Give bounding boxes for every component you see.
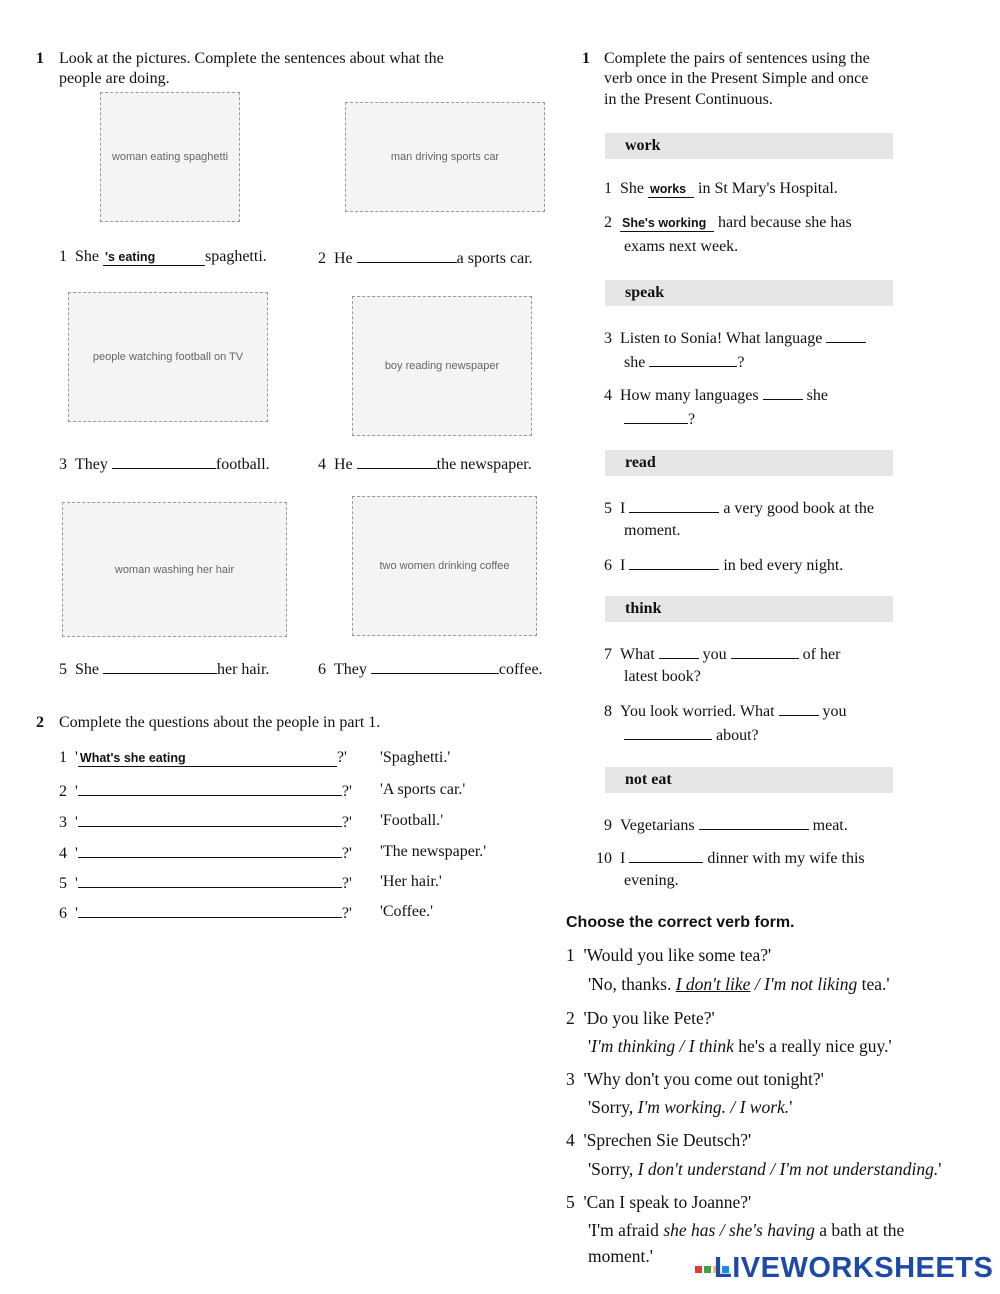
option[interactable]: I'm thinking	[591, 1036, 676, 1056]
picture-hair: woman washing her hair	[62, 502, 287, 637]
answer-field[interactable]	[629, 497, 719, 513]
answer-field[interactable]	[763, 384, 803, 400]
option[interactable]: I work.	[739, 1097, 790, 1117]
picture-car: man driving sports car	[345, 102, 545, 212]
sentence-5: 5 She her hair.	[59, 658, 269, 680]
verb-band-speak: speak	[605, 280, 893, 306]
pair-sentence-6: 6 I in bed every night.	[604, 554, 843, 576]
verb-band-not-eat: not eat	[605, 767, 893, 793]
answer-field[interactable]	[112, 453, 216, 469]
choice-answer-5: 'I'm afraid she has / she's having a bath at the	[588, 1220, 905, 1240]
answer-field[interactable]: What's she eating	[78, 751, 337, 767]
pair-sentence-3: 3 Listen to Sonia! What language	[604, 327, 866, 349]
liveworksheets-logo	[694, 1252, 993, 1285]
picture-tv: people watching football on TV	[68, 292, 268, 422]
verb-band-work: work	[605, 133, 893, 159]
sentence-4: 4 He the newspaper.	[318, 453, 532, 475]
reply: 'Spaghetti.'	[380, 749, 451, 766]
answer-field[interactable]	[731, 643, 799, 659]
answer-field[interactable]	[779, 700, 819, 716]
picture-newspaper: boy reading newspaper	[352, 296, 532, 436]
sentence-1: 1 She 's eating spaghetti.	[59, 248, 267, 265]
choice-question-2: 2 'Do you like Pete?'	[566, 1008, 715, 1028]
sentence-3: 3 They football.	[59, 453, 270, 475]
sentence-2: 2 He a sports car.	[318, 247, 533, 269]
option[interactable]: I don't like	[675, 974, 751, 994]
pair-sentence-10: 10 I dinner with my wife this	[596, 847, 865, 869]
question-row-5: 5 ' ?'	[59, 872, 352, 894]
answer-field[interactable]	[624, 724, 712, 740]
option[interactable]: I'm not liking	[764, 974, 858, 994]
answer-field[interactable]	[103, 658, 217, 674]
choice-question-3: 3 'Why don't you come out tonight?'	[566, 1069, 824, 1089]
pair-sentence-9: 9 Vegetarians meat.	[604, 814, 848, 836]
exercise-number: 2	[36, 714, 44, 731]
answer-field[interactable]: works	[648, 182, 694, 198]
exercise-number: 1	[582, 50, 590, 67]
choice-answer-3: 'Sorry, I'm working. / I work.'	[588, 1097, 793, 1117]
question-row-1: 1 ' What's she eating ?'	[59, 749, 347, 766]
answer-field[interactable]	[78, 872, 342, 888]
option[interactable]: I'm not understanding.	[779, 1159, 939, 1179]
verb-band-think: think	[605, 596, 893, 622]
answer-field[interactable]	[78, 780, 342, 796]
answer-field[interactable]	[357, 247, 457, 263]
choice-answer-2: 'I'm thinking / I think he's a really nice guy.'	[588, 1036, 892, 1056]
answer-field[interactable]	[624, 408, 688, 424]
option[interactable]: she's having	[728, 1220, 815, 1240]
question-row-4: 4 ' ?'	[59, 842, 352, 864]
option[interactable]: she has	[663, 1220, 716, 1240]
question-row-3: 3 ' ?'	[59, 811, 352, 833]
answer-field[interactable]	[78, 842, 342, 858]
answer-field[interactable]	[699, 814, 809, 830]
choice-question-4: 4 'Sprechen Sie Deutsch?'	[566, 1130, 752, 1150]
instruction: Look at the pictures. Complete the sentences about what the	[59, 50, 444, 67]
reply: 'A sports car.'	[380, 781, 466, 798]
question-row-6: 6 ' ?'	[59, 902, 352, 924]
picture-coffee: two women drinking coffee	[352, 496, 537, 636]
answer-field[interactable]	[826, 327, 866, 343]
answer-field[interactable]	[649, 351, 737, 367]
reply: 'The newspaper.'	[380, 843, 487, 860]
instruction: Complete the pairs of sentences using the	[604, 50, 870, 67]
answer-field[interactable]	[78, 811, 342, 827]
answer-field[interactable]	[659, 643, 699, 659]
section-heading: Choose the correct verb form.	[566, 914, 795, 931]
pair-sentence-2: 2 She's working hard because she has	[604, 214, 852, 231]
reply: 'Coffee.'	[380, 903, 434, 920]
pair-sentence-4: 4 How many languages she	[604, 384, 828, 406]
answer-field[interactable]: She's working	[620, 216, 714, 232]
choice-answer-4: 'Sorry, I don't understand / I'm not understanding.'	[588, 1159, 942, 1179]
reply: 'Football.'	[380, 812, 444, 829]
option[interactable]: I think	[688, 1036, 734, 1056]
instruction: Complete the questions about the people in part 1.	[59, 714, 381, 731]
instruction: in the Present Continuous.	[604, 91, 773, 108]
option[interactable]: I don't understand	[637, 1159, 766, 1179]
answer-field[interactable]	[629, 847, 703, 863]
answer-field[interactable]: 's eating	[103, 250, 205, 266]
pair-sentence-8: 8 You look worried. What you	[604, 700, 847, 722]
sentence-6: 6 They coffee.	[318, 658, 543, 680]
verb-band-read: read	[605, 450, 893, 476]
answer-field[interactable]	[78, 902, 342, 918]
choice-question-5: 5 'Can I speak to Joanne?'	[566, 1192, 752, 1212]
pair-sentence-5: 5 I a very good book at the	[604, 497, 874, 519]
logo-icon	[694, 1265, 714, 1274]
answer-field[interactable]	[371, 658, 499, 674]
exercise-number: 1	[36, 50, 44, 67]
answer-field[interactable]	[629, 554, 719, 570]
answer-field[interactable]	[357, 453, 437, 469]
question-row-2: 2 ' ?'	[59, 780, 352, 802]
instruction: people are doing.	[59, 70, 170, 87]
reply: 'Her hair.'	[380, 873, 442, 890]
pair-sentence-1: 1 She works in St Mary's Hospital.	[604, 180, 838, 197]
logo-text: LIVEWORKSHEETS	[714, 1252, 994, 1284]
picture-eating: woman eating spaghetti	[100, 92, 240, 222]
option[interactable]: I'm working.	[637, 1097, 726, 1117]
instruction: verb once in the Present Simple and once	[604, 70, 869, 87]
choice-question-1: 1 'Would you like some tea?'	[566, 945, 772, 965]
choice-answer-1: 'No, thanks. I don't like / I'm not liking tea.'	[588, 974, 890, 994]
pair-sentence-7: 7 What you of her	[604, 643, 840, 665]
